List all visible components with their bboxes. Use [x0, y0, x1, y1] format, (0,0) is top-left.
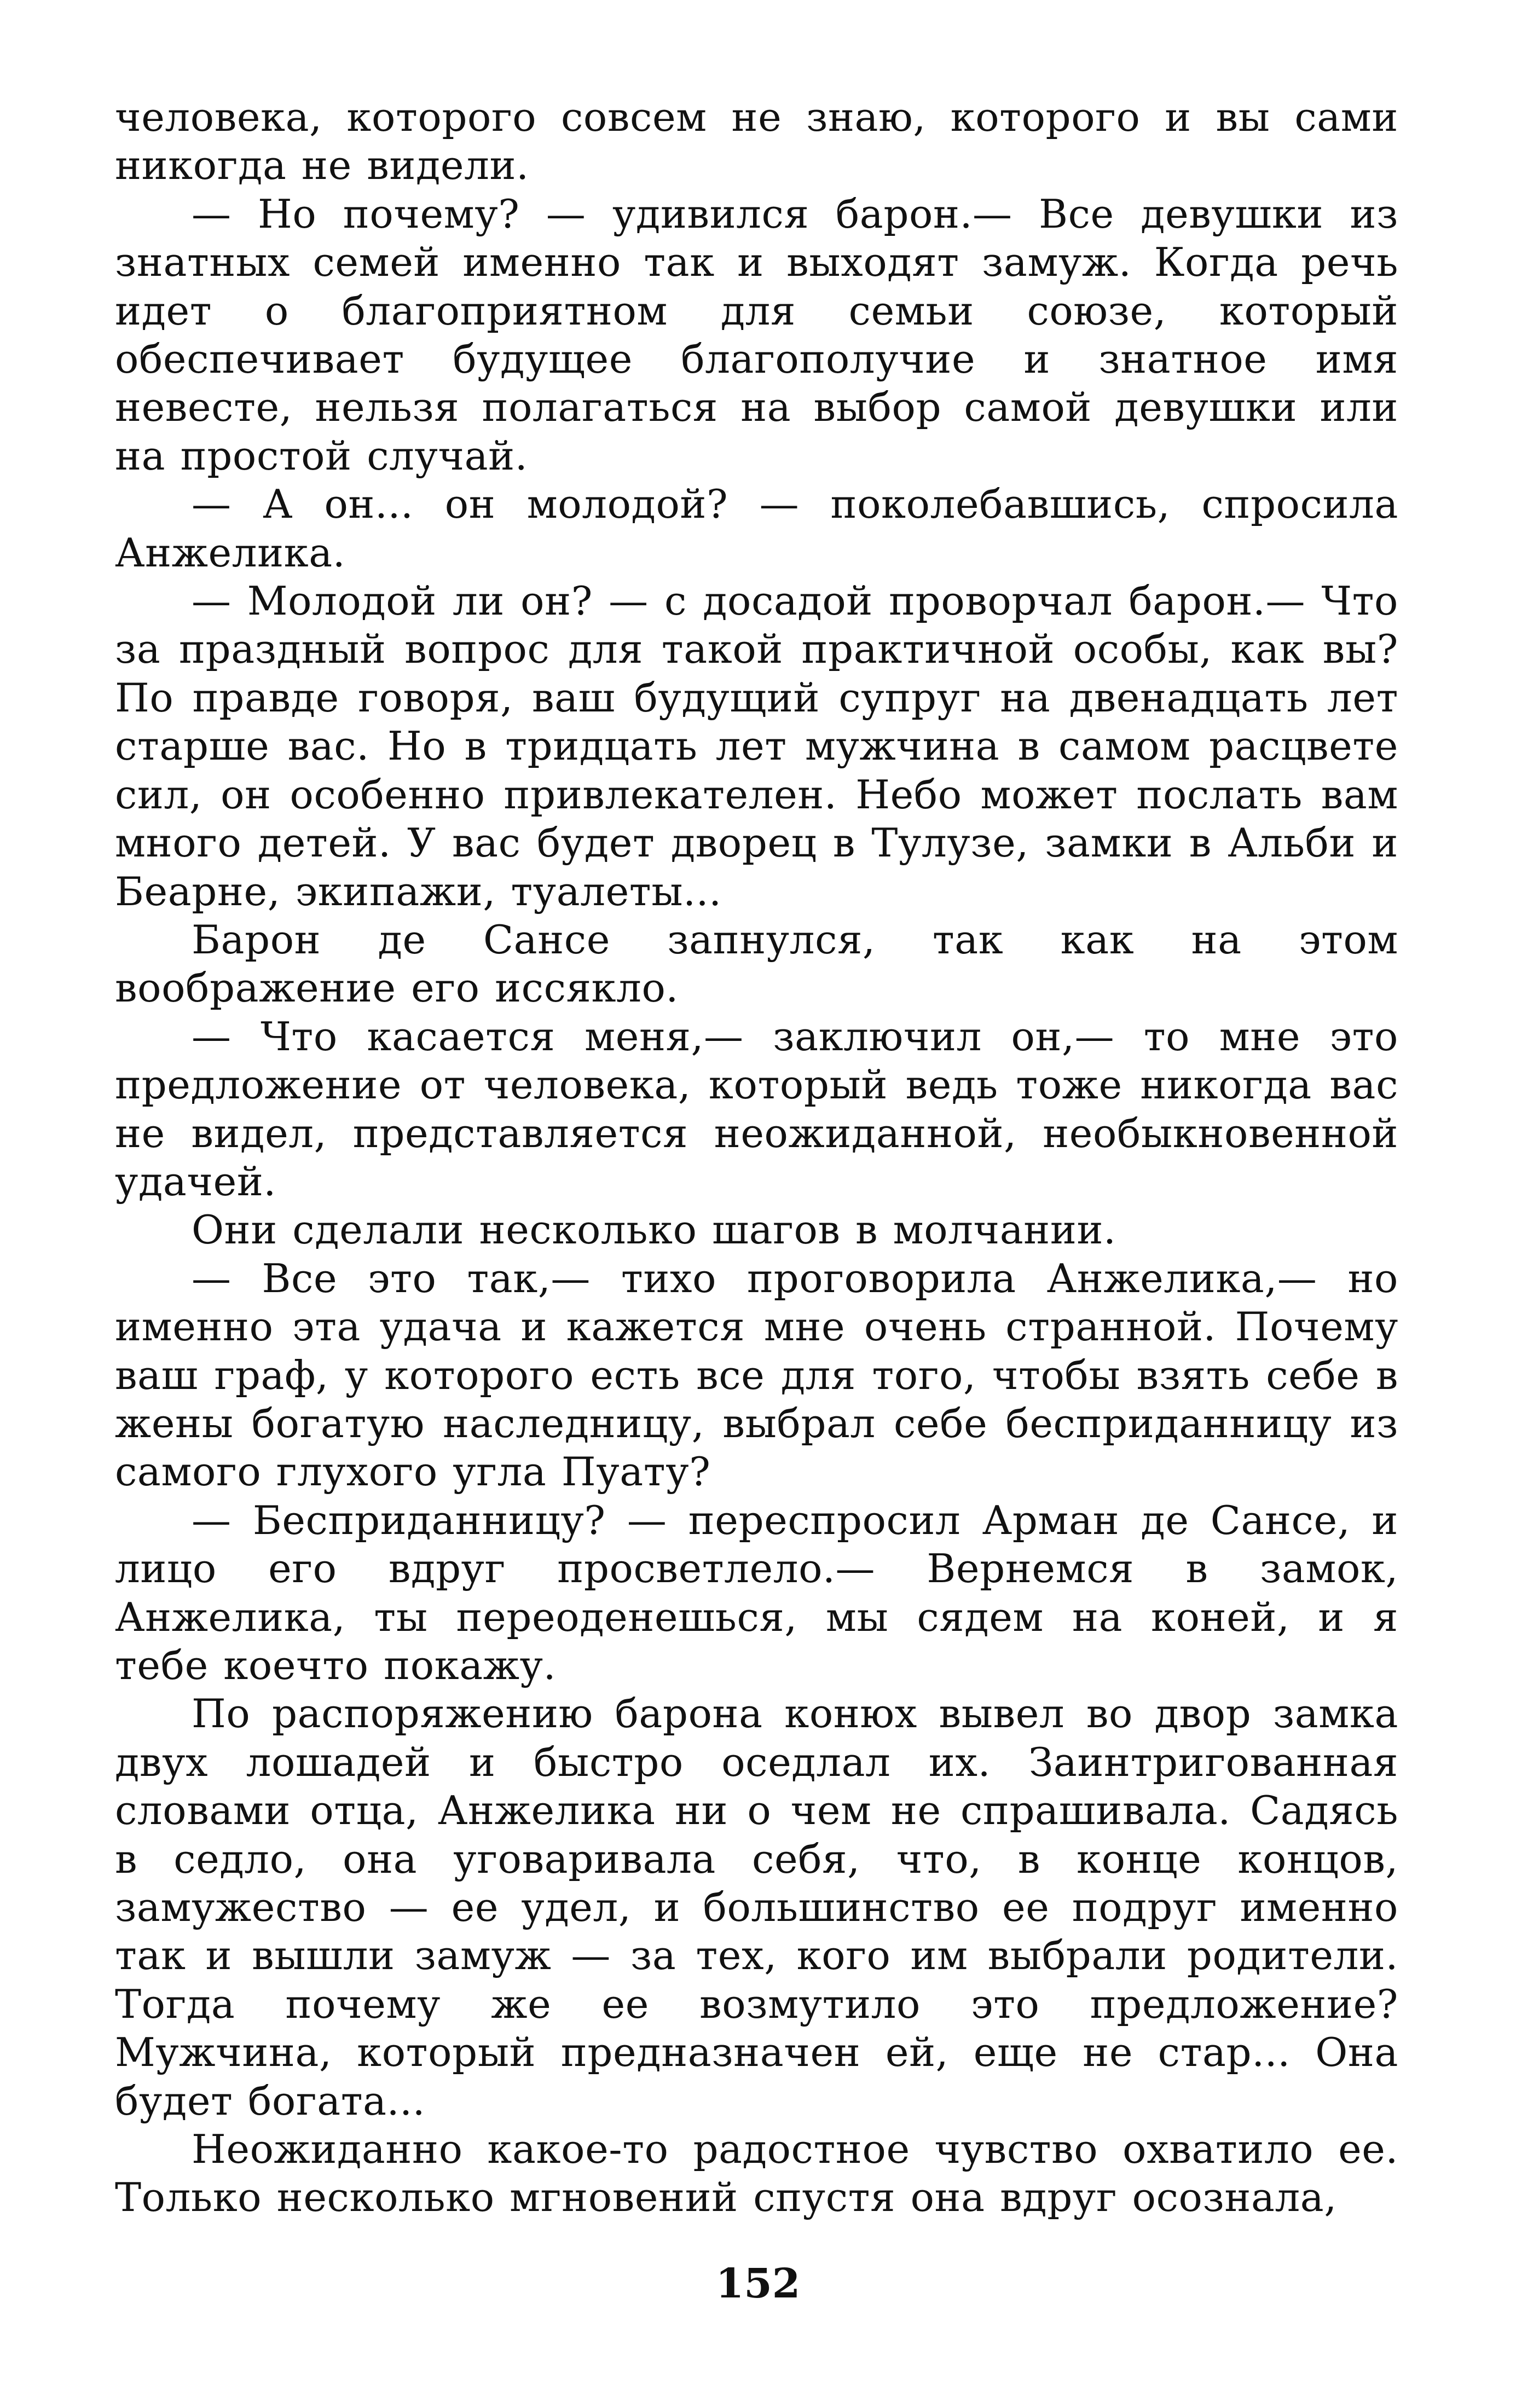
paragraph-8: — Все это так,— тихо проговорила Анжелика,— но именно эта удача и кажется мне очень странной. Почему ваш граф, у которого есть все для того, чтобы взять себе в жены богатую наследницу, выбрал себе бесприданницу из самого глухого угла Пуату? [115, 1255, 1398, 1495]
paragraph-2: — Но почему? — удивился барон.— Все девушки из знатных семей именно так и выходят замуж. Когда речь идет о благоприятном для семьи союзе, который обеспечивает будущее благополучие и знатное имя невесте, нельзя полагаться на выбор самой девушки или на простой случай. [115, 190, 1398, 479]
paragraph-4: — Молодой ли он? — с досадой проворчал барон.— Что за праздный вопрос для такой практичной особы, как вы? По правде говоря, ваш будущий супруг на двенадцать лет старше вас. Но в тридцать лет мужчина в самом расцвете сил, он особенно привлекателен. Небо может послать вам много детей. У вас будет дворец в Тулузе, замки в Альби и Беарне, экипажи, туалеты... [115, 578, 1398, 914]
paragraph-3: — А он... он молодой? — поколебавшись, спросила Анжелика. [115, 481, 1398, 576]
paragraph-6: — Что касается меня,— заключил он,— то мне это предложение от человека, который ведь тоже никогда вас не видел, представляется неожиданной, необыкновенной удачей. [115, 1013, 1398, 1205]
paragraph-11: Неожиданно какое-то радостное чувство охватило ее. Только несколько мгновений спустя она вдруг осознала, [115, 2126, 1398, 2221]
paragraph-1: человека, которого совсем не знаю, которого и вы сами никогда не видели. [115, 94, 1398, 189]
page-number: 152 [715, 2260, 801, 2307]
paragraph-9: — Бесприданницу? — переспросил Арман де Сансе, и лицо его вдруг просветлело.— Вернемся в замок, Анжелика, ты переоденешься, мы сядем на коней, и я тебе коечто покажу. [115, 1497, 1398, 1688]
page-text [115, 93, 1398, 2222]
paragraph-5: Барон де Сансе запнулся, так как на этом воображение его иссякло. [115, 916, 1398, 1011]
paragraph-7: Они сделали несколько шагов в молчании. [192, 1207, 1116, 1253]
paragraph-10: По распоряжению барона конюх вывел во двор замка двух лошадей и быстро оседлал их. Заинтригованная словами отца, Анжелика ни о чем не спрашивала. Садясь в седло, она уговаривала себя, что, в конце концов, замужество — ее удел, и большинство ее подруг именно так и вышли замуж — за тех, кого им выбрали родители. Тогда почему же ее возмутило это предложение? Мужчина, который предназначен ей, еще не стар... Она будет богата... [115, 1691, 1398, 2124]
